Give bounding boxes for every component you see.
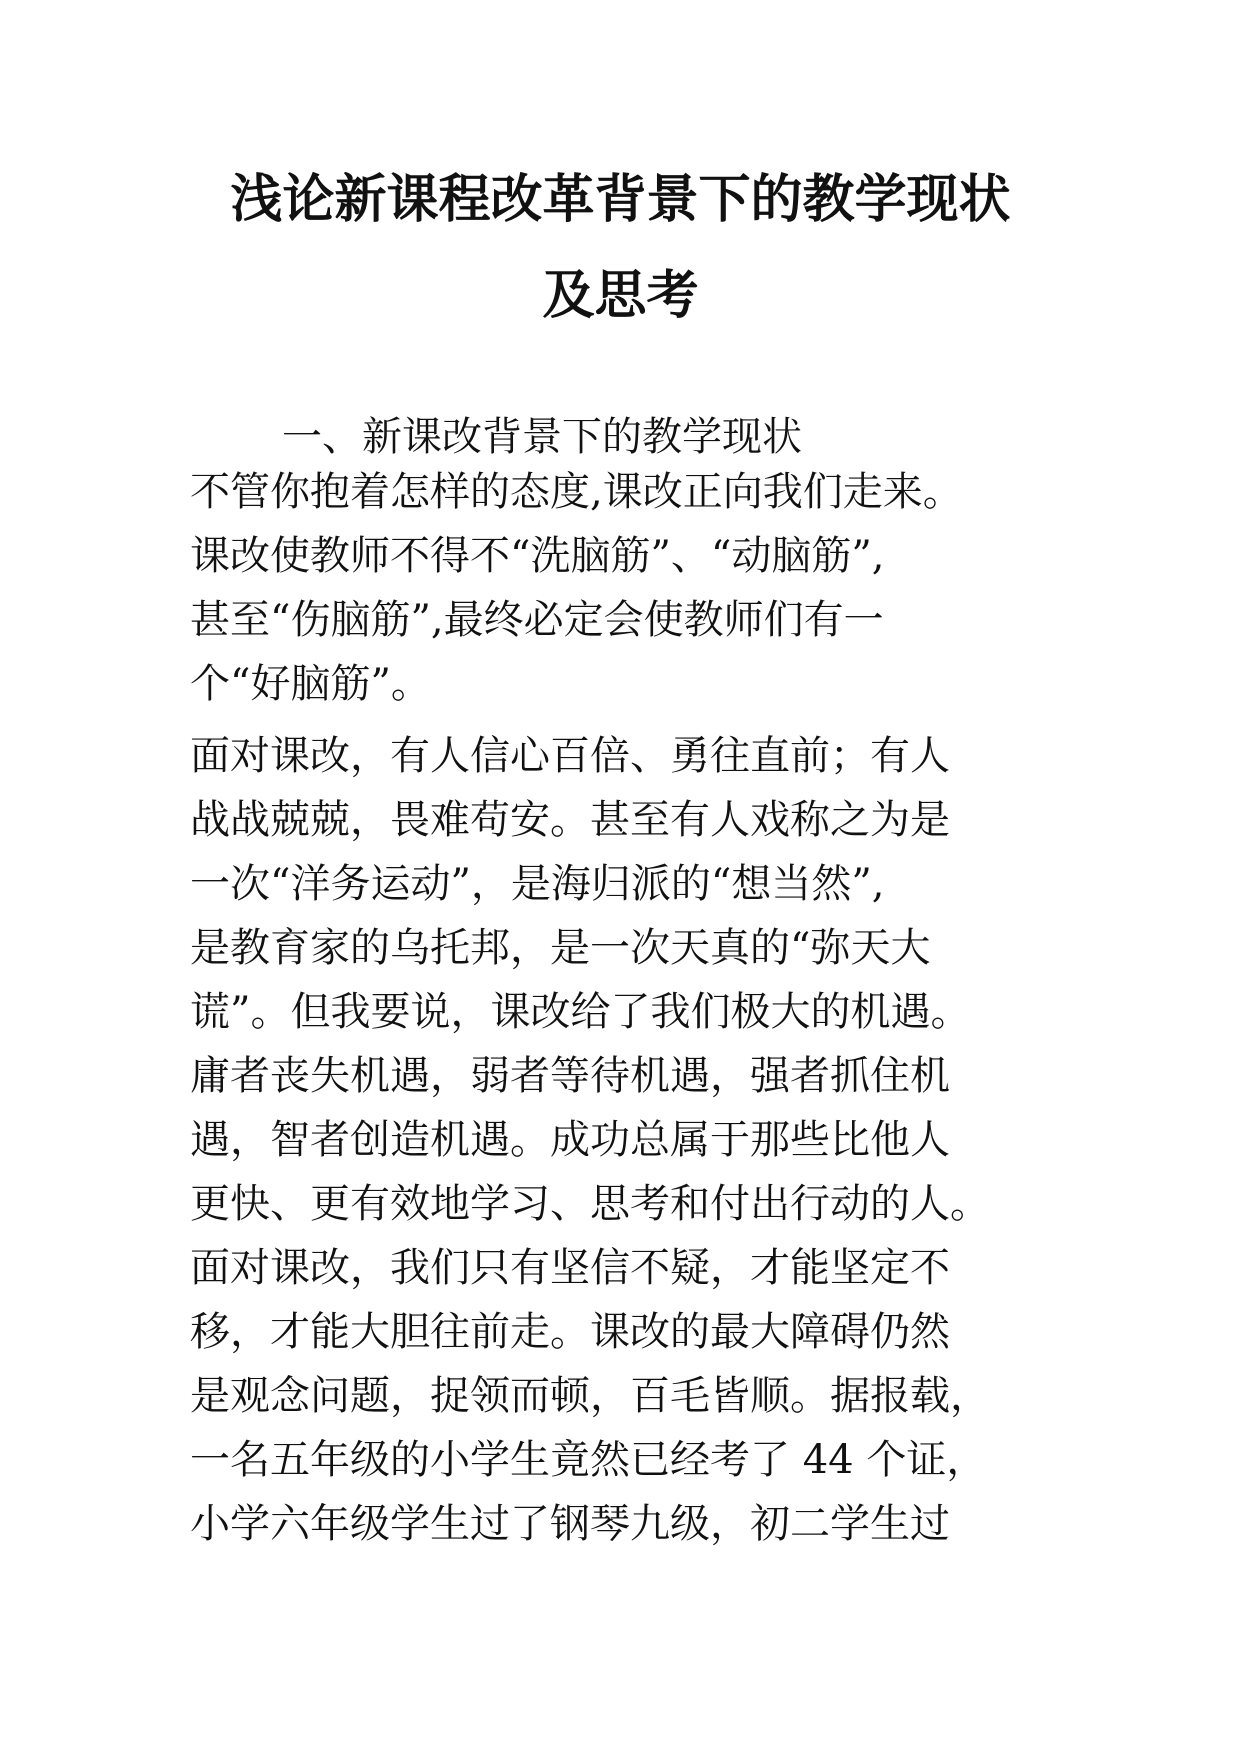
body-line: 是观念问题，捉领而顿，百毛皆顺。据报载， (190, 1373, 990, 1419)
body-line: 是教育家的乌托邦，是一次天真的“弥天大 (190, 925, 931, 971)
document-title-line-2: 及思考 (542, 265, 699, 326)
body-line: 更快、更有效地学习、思考和付出行动的人。 (190, 1181, 990, 1227)
body-line: 庸者丧失机遇，弱者等待机遇，强者抓住机 (190, 1053, 950, 1099)
body-line: 甚至“伤脑筋”,最终必定会使教师们有一 (190, 597, 884, 643)
body-line: 谎”。但我要说，课改给了我们极大的机遇。 (190, 989, 971, 1035)
body-line: 课改使教师不得不“洗脑筋”、“动脑筋”, (190, 533, 885, 579)
body-line: 个“好脑筋”。 (190, 661, 431, 707)
body-line: 面对课改，我们只有坚信不疑，才能坚定不 (190, 1245, 950, 1291)
body-line: 小学六年级学生过了钢琴九级，初二学生过 (190, 1501, 950, 1547)
body-line: 一名五年级的小学生竟然已经考了 44 个证， (190, 1437, 987, 1483)
document-title-line-1: 浅论新课程改革背景下的教学现状 (230, 169, 1011, 230)
body-line: 面对课改，有人信心百倍、勇往直前；有人 (190, 733, 950, 779)
body-line: 一次“洋务运动”，是海归派的“想当然”, (190, 861, 885, 907)
body-line: 移，才能大胆往前走。课改的最大障碍仍然 (190, 1309, 950, 1355)
body-line: 不管你抱着怎样的态度,课改正向我们走来。 (190, 469, 963, 515)
section-heading: 一、新课改背景下的教学现状 (282, 414, 802, 460)
body-line: 遇，智者创造机遇。成功总属于那些比他人 (190, 1117, 950, 1163)
body-line: 战战兢兢，畏难苟安。甚至有人戏称之为是 (190, 797, 950, 843)
